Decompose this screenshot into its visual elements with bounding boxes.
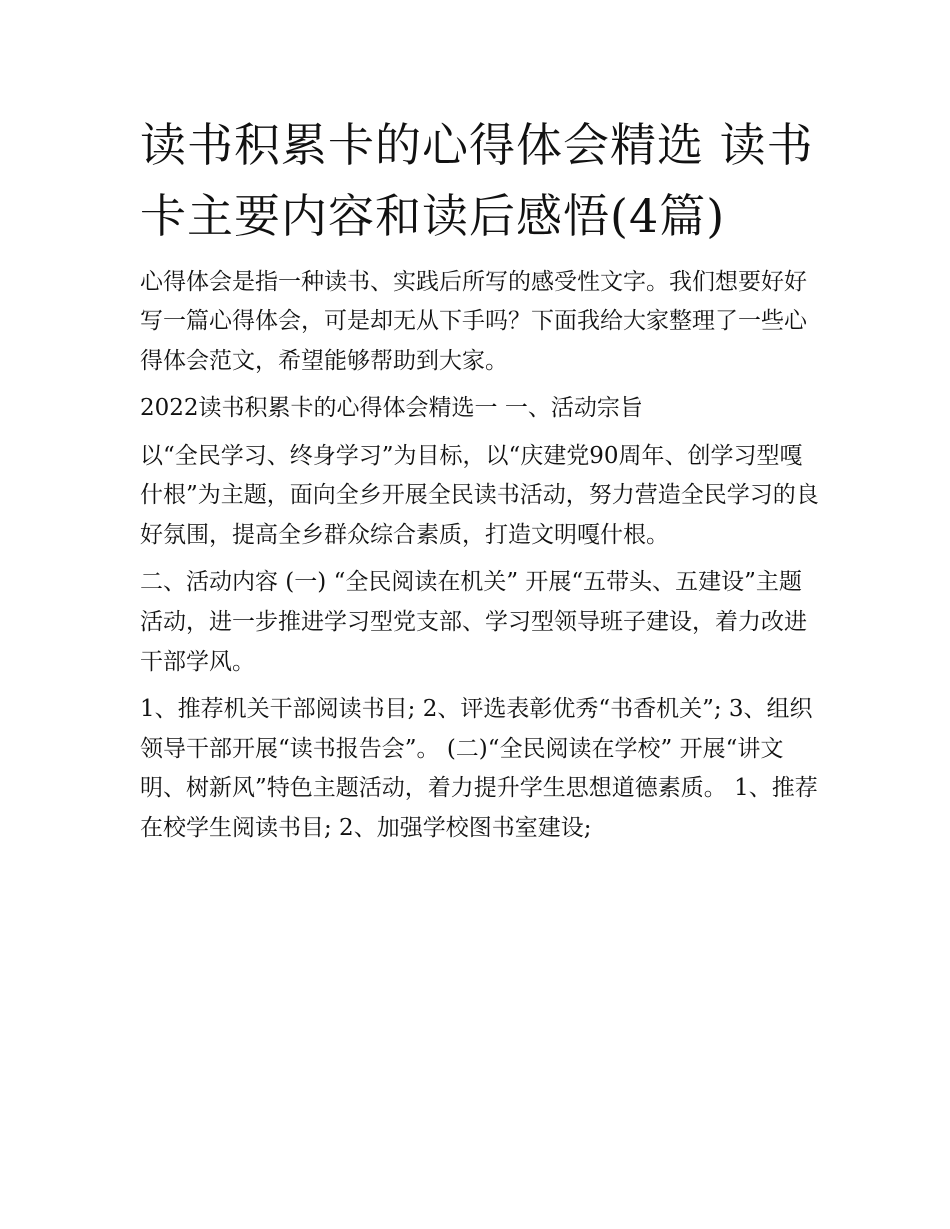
document-title: 读书积累卡的心得体会精选 读书卡主要内容和读后感悟(4篇) bbox=[140, 118, 814, 244]
paragraph: 以“全民学习、终身学习”为目标，以“庆建党90周年、创学习型嘎什根”为主题，面向全乡开展全民读书活动，努力营造全民学习的良好氛围，提高全乡群众综合素质，打造文明嘎什根。 bbox=[140, 442, 819, 548]
paragraph: 心得体会是指一种读书、实践后所写的感受性文字。我们想要好好写一篇心得体会，可是却无从下手吗？下面我给大家整理了一些心得体会范文，希望能够帮助到大家。 bbox=[140, 268, 807, 374]
paragraph: 1、推荐机关干部阅读书目; 2、评选表彰优秀“书香机关”; 3、组织领导干部开展“读书报告会”。 (二)“全民阅读在学校” 开展“讲文明、树新风”特色主题活动，着力提升学生思想道德素质。 1、推荐在校学生阅读书目; 2、加强学校图书室建设; bbox=[140, 696, 818, 841]
paragraph: 二、活动内容 (一) “全民阅读在机关” 开展“五带头、五建设”主题活动，进一步推进学习型党支部、学习型领导班子建设，着力改进干部学风。 bbox=[140, 569, 807, 675]
paragraph: 2022读书积累卡的心得体会精选一 一、活动宗旨 bbox=[140, 395, 643, 422]
document-body bbox=[140, 263, 820, 849]
